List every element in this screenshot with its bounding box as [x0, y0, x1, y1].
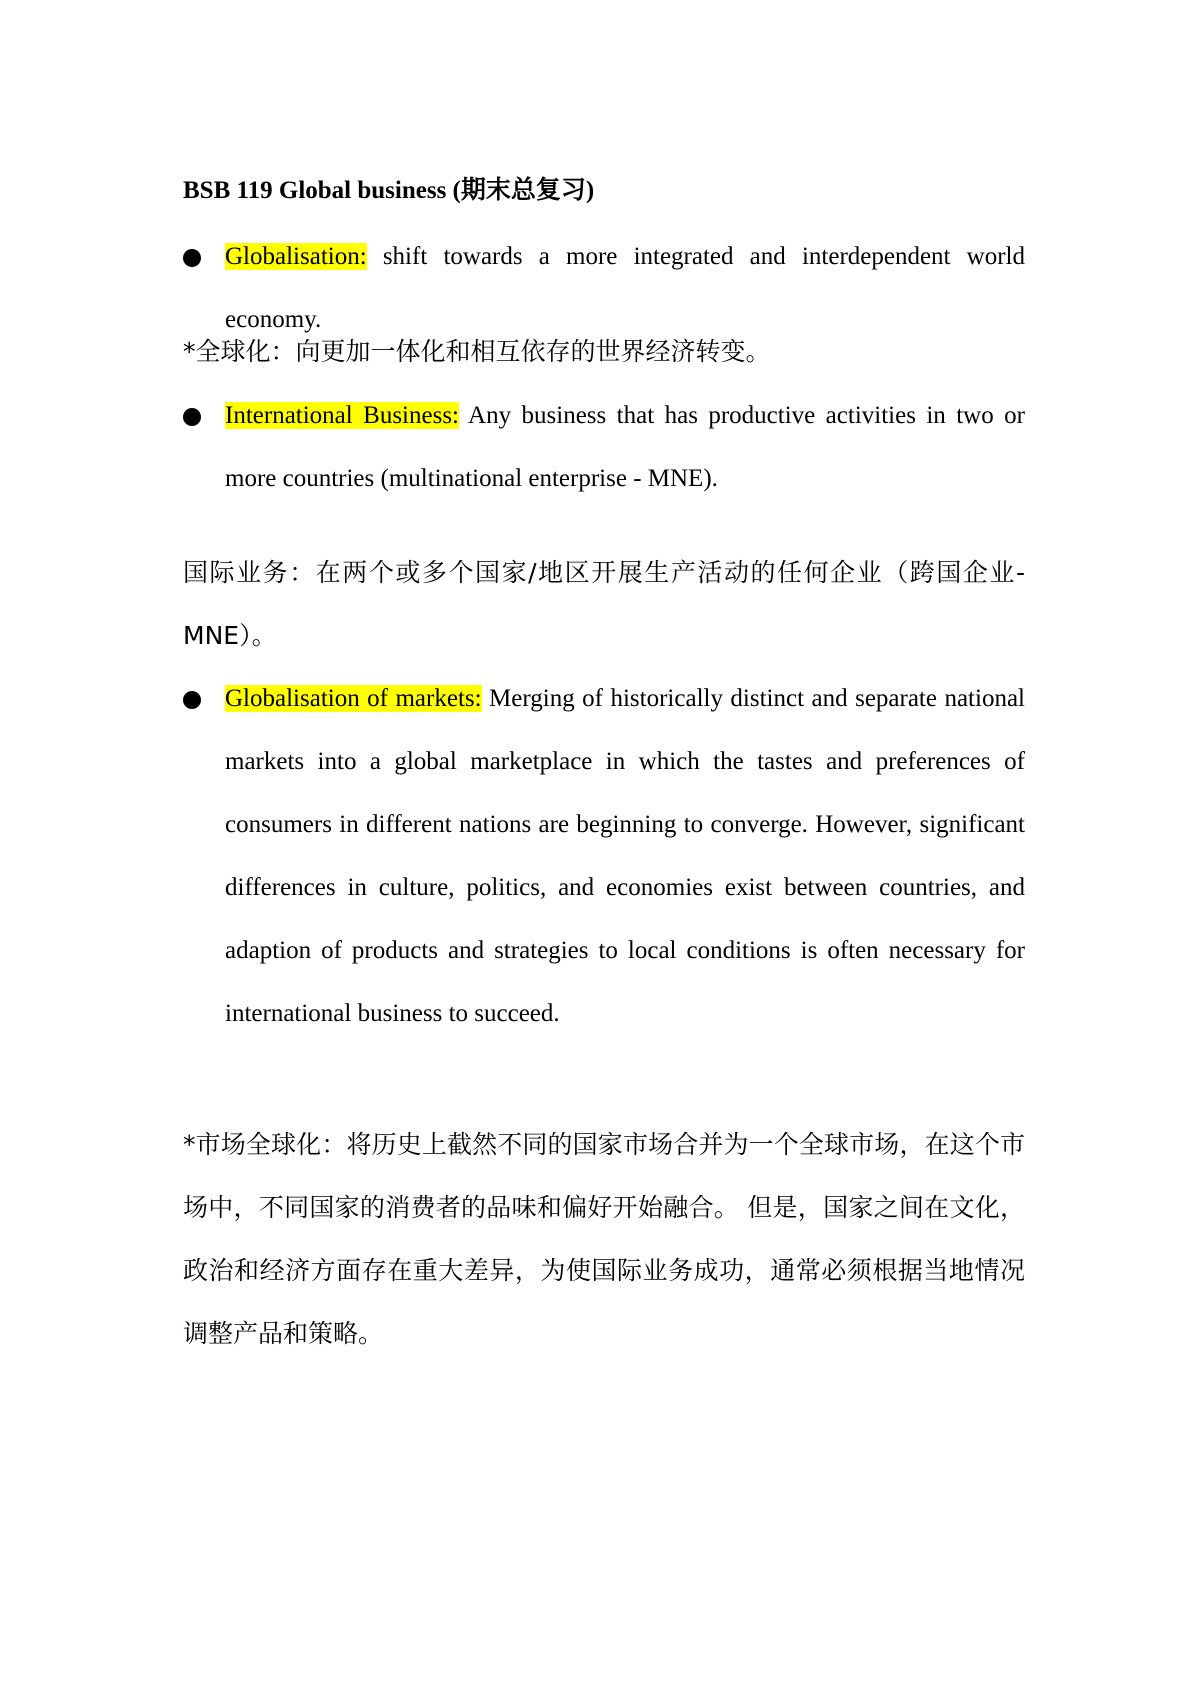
- document-title: BSB 119 Global business (期末总复习): [183, 177, 595, 204]
- bullet-item-international-business: [183, 384, 1025, 510]
- highlighted-term: Globalisation:: [225, 243, 367, 270]
- bullet-item-globalisation-of-markets: [183, 667, 1025, 1045]
- bullet-text: [225, 667, 1025, 1045]
- bullet-icon: [183, 249, 201, 267]
- translation-international-business: 国际业务：在两个或多个国家/地区开展生产活动的任何企业（跨国企业-MNE）。: [183, 558, 1025, 650]
- bullet-icon: [183, 408, 201, 426]
- highlighted-term: Globalisation of markets:: [225, 685, 482, 712]
- term-definition: Merging of historically distinct and separate national markets into a global marketplace in which the tastes and preferences of consumers in different nations are beginning to converge. However, significant differences in culture, politics, and economies exist between countries, and adaption of products and strategies to local conditions is often necessary for international business to succeed.: [225, 685, 1025, 1027]
- highlighted-term: International Business:: [225, 402, 459, 429]
- translation-globalisation-of-markets: *市场全球化：将历史上截然不同的国家市场合并为一个全球市场，在这个市场中，不同国家的消费者的品味和偏好开始融合。 但是，国家之间在文化，政治和经济方面存在重大差异，为使国际业务成功，通常必须根据当地情况调整产品和策略。: [183, 1130, 1025, 1348]
- bullet-text: [225, 384, 1025, 510]
- term-definition: shift towards a more integrated and interdependent world economy.: [225, 243, 1025, 333]
- translation-globalisation: *全球化：向更加一体化和相互依存的世界经济转变。: [183, 337, 771, 366]
- bullet-icon: [183, 691, 201, 709]
- term-definition: Any business that has productive activities in two or more countries (multinational enterprise - MNE).: [225, 402, 1025, 492]
